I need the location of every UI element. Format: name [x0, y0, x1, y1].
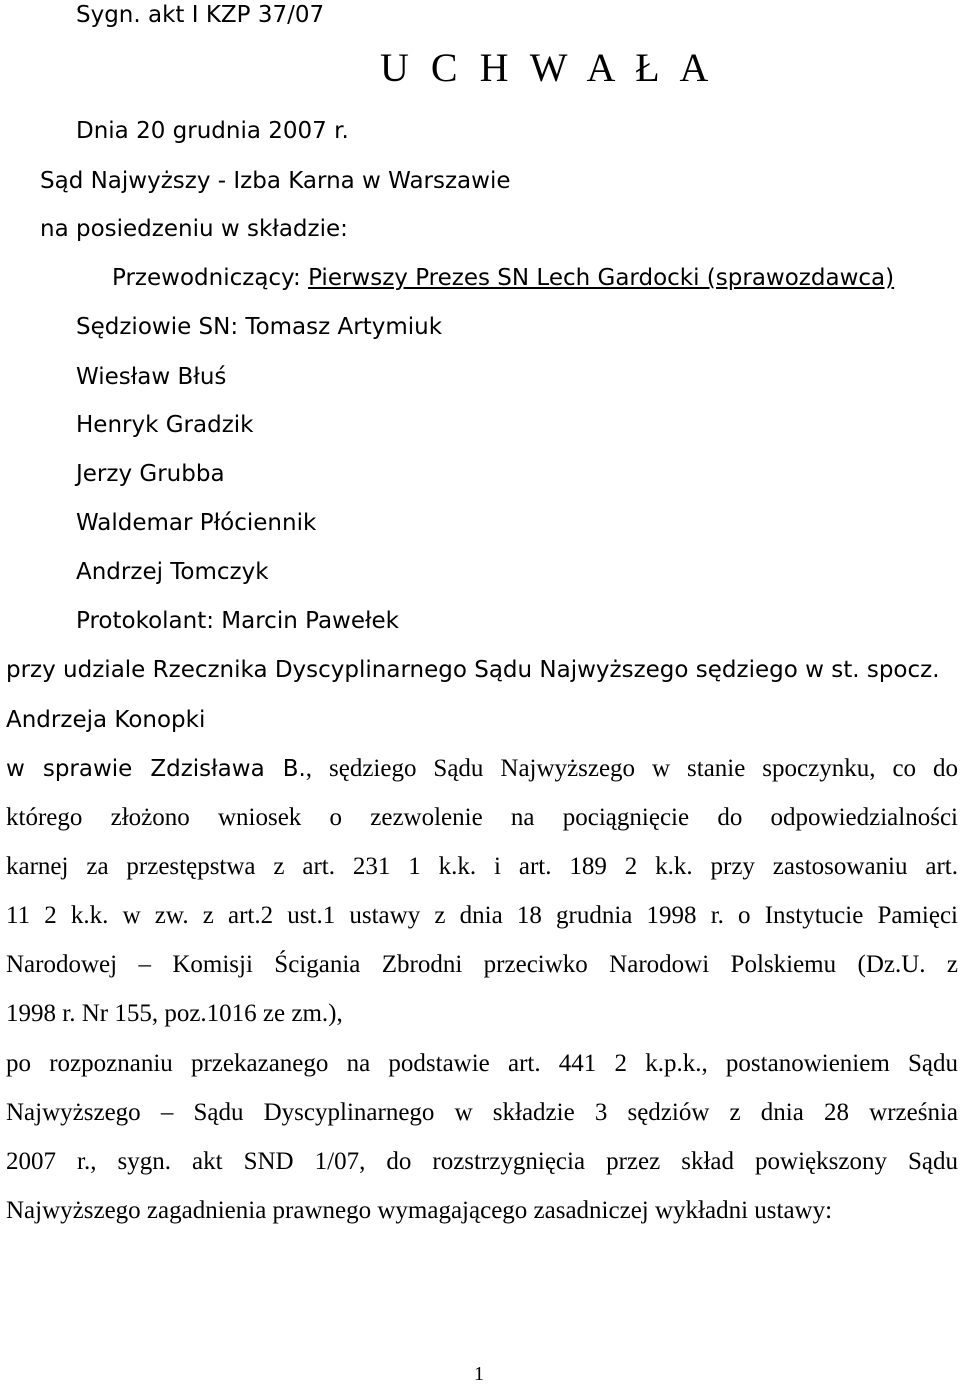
- judge-name: Tomasz Artymiuk: [245, 314, 443, 340]
- court-name: Sąd Najwyższy - Izba Karna w Warszawie: [40, 168, 511, 194]
- judge-name: Henryk Gradzik: [76, 412, 254, 438]
- judge-name: Wiesław Błuś: [76, 364, 227, 390]
- clerk-line: Protokolant: Marcin Pawełek: [76, 608, 399, 634]
- case-line: 1998 r. Nr 155, poz.1016 ze zm.),: [6, 1000, 343, 1027]
- case-intro: w sprawie Zdzisława B.: [6, 756, 306, 782]
- document-date: Dnia 20 grudnia 2007 r.: [76, 118, 349, 144]
- participation-line: Andrzeja Konopki: [6, 707, 206, 733]
- chair-label: Przewodniczący:: [112, 265, 309, 291]
- judge-name: Jerzy Grubba: [76, 461, 225, 487]
- page-number: 1: [474, 1363, 484, 1385]
- session-line: na posiedzeniu w składzie:: [40, 216, 348, 242]
- document-title: U C H W A Ł A: [380, 45, 715, 90]
- judge-name: Waldemar Płóciennik: [76, 510, 317, 536]
- case-line: 11 2 k.k. w zw. z art.2 ust.1 ustawy z dnia 18 grudnia 1998 r. o Instytucie Pamięci: [6, 902, 958, 929]
- referral-line: Najwyższego zagadnienia prawnego wymagającego zasadniczej wykładni ustawy:: [6, 1197, 833, 1224]
- case-line: Narodowej – Komisji Ścigania Zbrodni przeciwko Narodowi Polskiemu (Dz.U. z: [6, 951, 958, 978]
- referral-line: Najwyższego – Sądu Dyscyplinarnego w składzie 3 sędziów z dnia 28 września: [6, 1099, 958, 1126]
- case-intro-rest: , sędziego Sądu Najwyższego w stanie spoczynku, co do: [305, 755, 958, 782]
- judges-prefix: Sędziowie SN:: [76, 314, 246, 340]
- case-reference: Sygn. akt I KZP 37/07: [76, 2, 325, 28]
- case-line: karnej za przestępstwa z art. 231 1 k.k. i art. 189 2 k.k. przy zastosowaniu art.: [6, 853, 958, 880]
- case-line: [6, 754, 958, 784]
- judges-first-line: [76, 312, 442, 342]
- referral-line: po rozpoznaniu przekazanego na podstawie art. 441 2 k.p.k., postanowieniem Sądu: [6, 1050, 958, 1077]
- chair-name: Pierwszy Prezes SN Lech Gardocki (sprawozdawca): [308, 265, 895, 291]
- referral-line: 2007 r., sygn. akt SND 1/07, do rozstrzygnięcia przez skład powiększony Sądu: [6, 1148, 958, 1175]
- case-line: którego złożono wniosek o zezwolenie na pociągnięcie do odpowiedzialności: [6, 804, 958, 831]
- judge-name: Andrzej Tomczyk: [76, 559, 269, 585]
- participation-line: przy udziale Rzecznika Dyscyplinarnego Sądu Najwyższego sędziego w st. spocz.: [6, 657, 940, 683]
- chair-line: [112, 263, 894, 293]
